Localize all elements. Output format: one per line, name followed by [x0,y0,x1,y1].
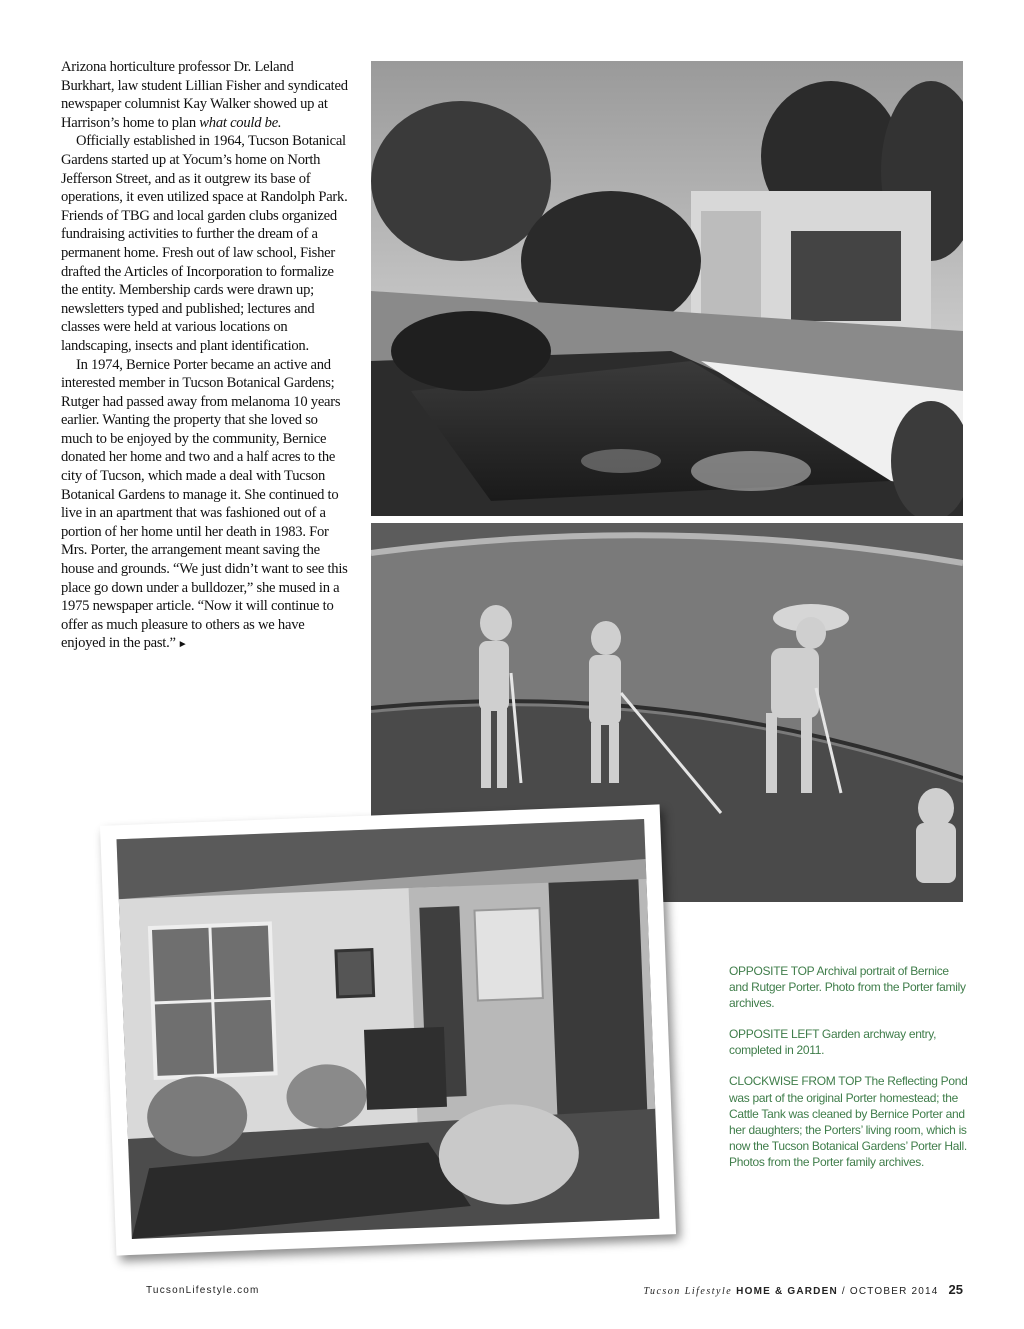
article-paragraph-3: In 1974, Bernice Porter became an active and interested member in Tucson Botanical Gardens; Rutger had passed away from melanoma 10 years earlier. Wanting the property that she loved so much to be enjoyed by the community, Bernice donated her home and two and a half acres to the city of Tucson, which made a deal with Tucson Botanical Gardens to manage it. She continued to live in an apartment that was fashioned out of a portion of her home until her death in 1983. For Mrs. Porter, the arrangement meant saving the house and grounds. “We just didn’t want to see this place go down under a bulldozer,” she mused in a 1975 newspaper article. “Now it will continue to offer as much pleasure to others as we have enjoyed in the past.” ► [61,356,348,652]
page-number: 25 [948,1282,963,1297]
footer-magazine-name: Tucson Lifestyle [643,1286,733,1297]
photo-captions [729,963,969,1185]
emphasis-text: what could be. [199,114,282,131]
article-paragraph-1: Arizona horticulture professor Dr. Leland Burkhart, law student Lillian Fisher and syndicated newspaper columnist Kay Walker showed up at Harrison’s home to plan what could be. [61,59,348,131]
end-mark-icon: ► [177,639,188,651]
caption-opposite-left: OPPOSITE LEFT Garden archway entry, completed in 2011. [729,1027,937,1058]
caption-clockwise: CLOCKWISE FROM TOP The Reflecting Pond was part of the original Porter homestead; the Cattle Tank was cleaned by Bernice Porter and her daughters; the Porters’ living room, which is now the Tucson Botanical Gardens’ Porter Hall. Photos from the Porter family archives. [729,1074,968,1169]
article-paragraph-2: Officially established in 1964, Tucson Botanical Gardens started up at Yocum’s home on North Jefferson Street, and as it outgrew its base of operations, it even utilized space at Randolph Park. Friends of TBG and local garden clubs organized fundraising activities to further the dream of a permanent home. Fresh out of law school, Fisher drafted the Articles of Incorporation to formalize the entity. Membership cards were drawn up; newsletters typed and published; lectures and classes were held at various locations on landscaping, insects and plant identification. [61,133,348,354]
footer-section: HOME & GARDEN [736,1286,838,1297]
footer-separator: / [841,1286,846,1297]
footer-issue: OCTOBER 2014 [849,1286,939,1297]
living-room-illustration [116,819,659,1239]
footer-website: TucsonLifestyle.com [146,1285,260,1296]
footer-folio [643,1282,963,1297]
reflecting-pond-photo [371,61,963,516]
living-room-photo-frame [100,804,676,1255]
caption-opposite-top: OPPOSITE TOP Archival portrait of Bernice and Rutger Porter. Photo from the Porter family archives. [729,964,966,1011]
article-body [61,58,349,655]
reflecting-pond-illustration [371,61,963,516]
living-room-photo [116,819,659,1239]
